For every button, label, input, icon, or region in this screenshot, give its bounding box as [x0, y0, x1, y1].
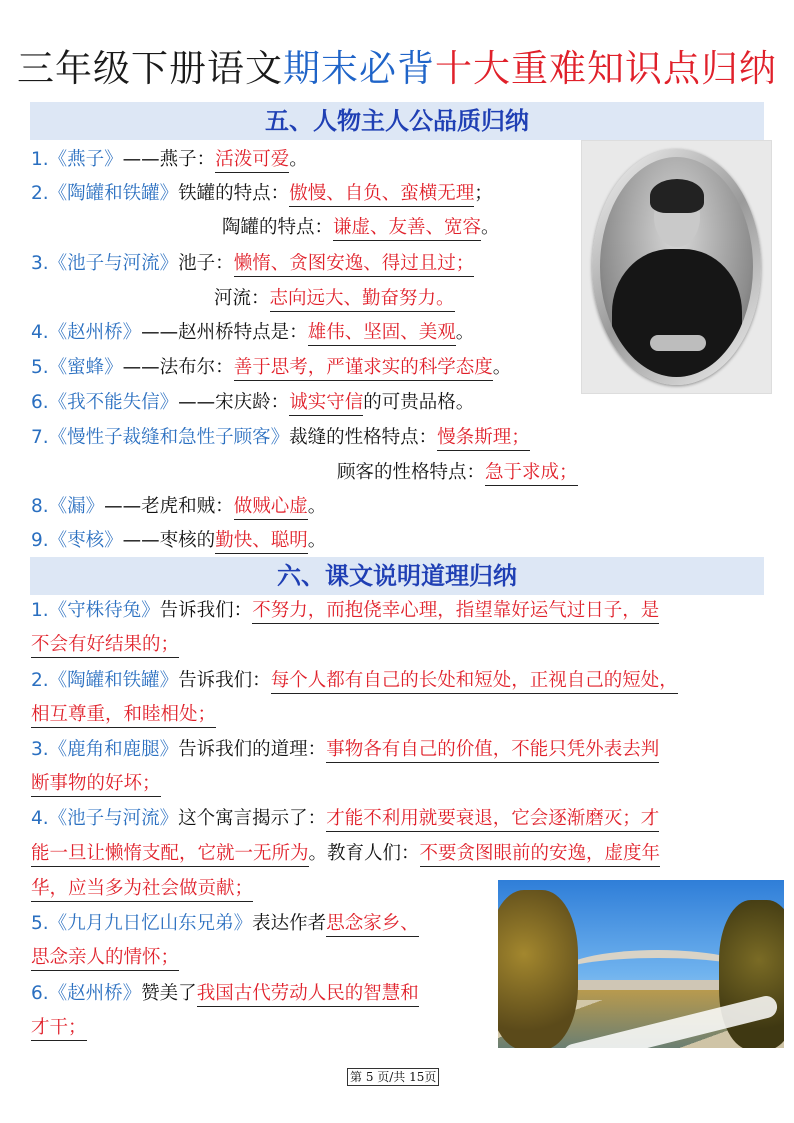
list-item: 8.《漏》——老虎和贼：做贼心虚。 — [31, 494, 326, 520]
list-item: 4.《赵州桥》——赵州桥特点是：雄伟、坚固、美观。 — [31, 320, 474, 346]
list-item: 1.《燕子》——燕子：活泼可爱。 — [31, 147, 308, 173]
list-item: 断事物的好坏； — [31, 771, 161, 797]
section5-heading: 五、人物主人公品质归纳 — [30, 102, 764, 140]
list-item: 7.《慢性子裁缝和急性子顾客》裁缝的性格特点：慢条斯理； — [31, 425, 530, 451]
list-item: 思念亲人的情怀； — [31, 945, 179, 971]
page-title — [0, 38, 794, 92]
list-item: 相互尊重，和睦相处； — [31, 702, 216, 728]
portrait-photo — [581, 140, 772, 394]
section6-heading: 六、课文说明道理归纳 — [30, 557, 764, 595]
list-item: 2.《陶罐和铁罐》铁罐的特点：傲慢、自负、蛮横无理； — [31, 181, 493, 207]
list-item: 5.《蜜蜂》——法布尔：善于思考，严谨求实的科学态度。 — [31, 355, 511, 381]
list-item: 陶罐的特点：谦虚、友善、宽容。 — [222, 215, 500, 241]
list-item: 1.《守株待兔》告诉我们：不努力，而抱侥幸心理，指望靠好运气过日子，是 — [31, 598, 659, 624]
list-item: 能一旦让懒惰支配，它就一无所为。教育人们：不要贪图眼前的安逸，虚度年 — [31, 841, 660, 867]
list-item: 4.《池子与河流》这个寓言揭示了：才能不利用就要衰退，它会逐渐磨灭；才 — [31, 806, 659, 832]
list-item: 6.《赵州桥》赞美了我国古代劳动人民的智慧和 — [31, 981, 419, 1007]
title-part-blue: 期末必背 — [283, 47, 435, 90]
list-item: 河流：志向远大、勤奋努力。 — [214, 286, 455, 312]
list-item: 才干； — [31, 1015, 87, 1041]
list-item: 2.《陶罐和铁罐》告诉我们：每个人都有自己的长处和短处，正视自己的短处， — [31, 668, 678, 694]
title-part-black: 三年级下册语文 — [17, 47, 283, 90]
list-item: 顾客的性格特点：急于求成； — [337, 460, 578, 486]
title-part-red: 十大重难知识点归纳 — [435, 47, 777, 90]
list-item: 3.《池子与河流》池子：懒惰、贪图安逸、得过且过； — [31, 251, 474, 277]
page-number: 第 5 页/共 15页 — [347, 1068, 439, 1086]
list-item: 5.《九月九日忆山东兄弟》表达作者思念家乡、 — [31, 911, 419, 937]
list-item: 不会有好结果的； — [31, 632, 179, 658]
list-item: 9.《枣核》——枣核的勤快、聪明。 — [31, 528, 326, 554]
list-item: 华，应当多为社会做贡献； — [31, 876, 253, 902]
list-item: 6.《我不能失信》——宋庆龄：诚实守信的可贵品格。 — [31, 390, 474, 416]
list-item: 3.《鹿角和鹿腿》告诉我们的道理：事物各有自己的价值，不能只凭外表去判 — [31, 737, 659, 763]
